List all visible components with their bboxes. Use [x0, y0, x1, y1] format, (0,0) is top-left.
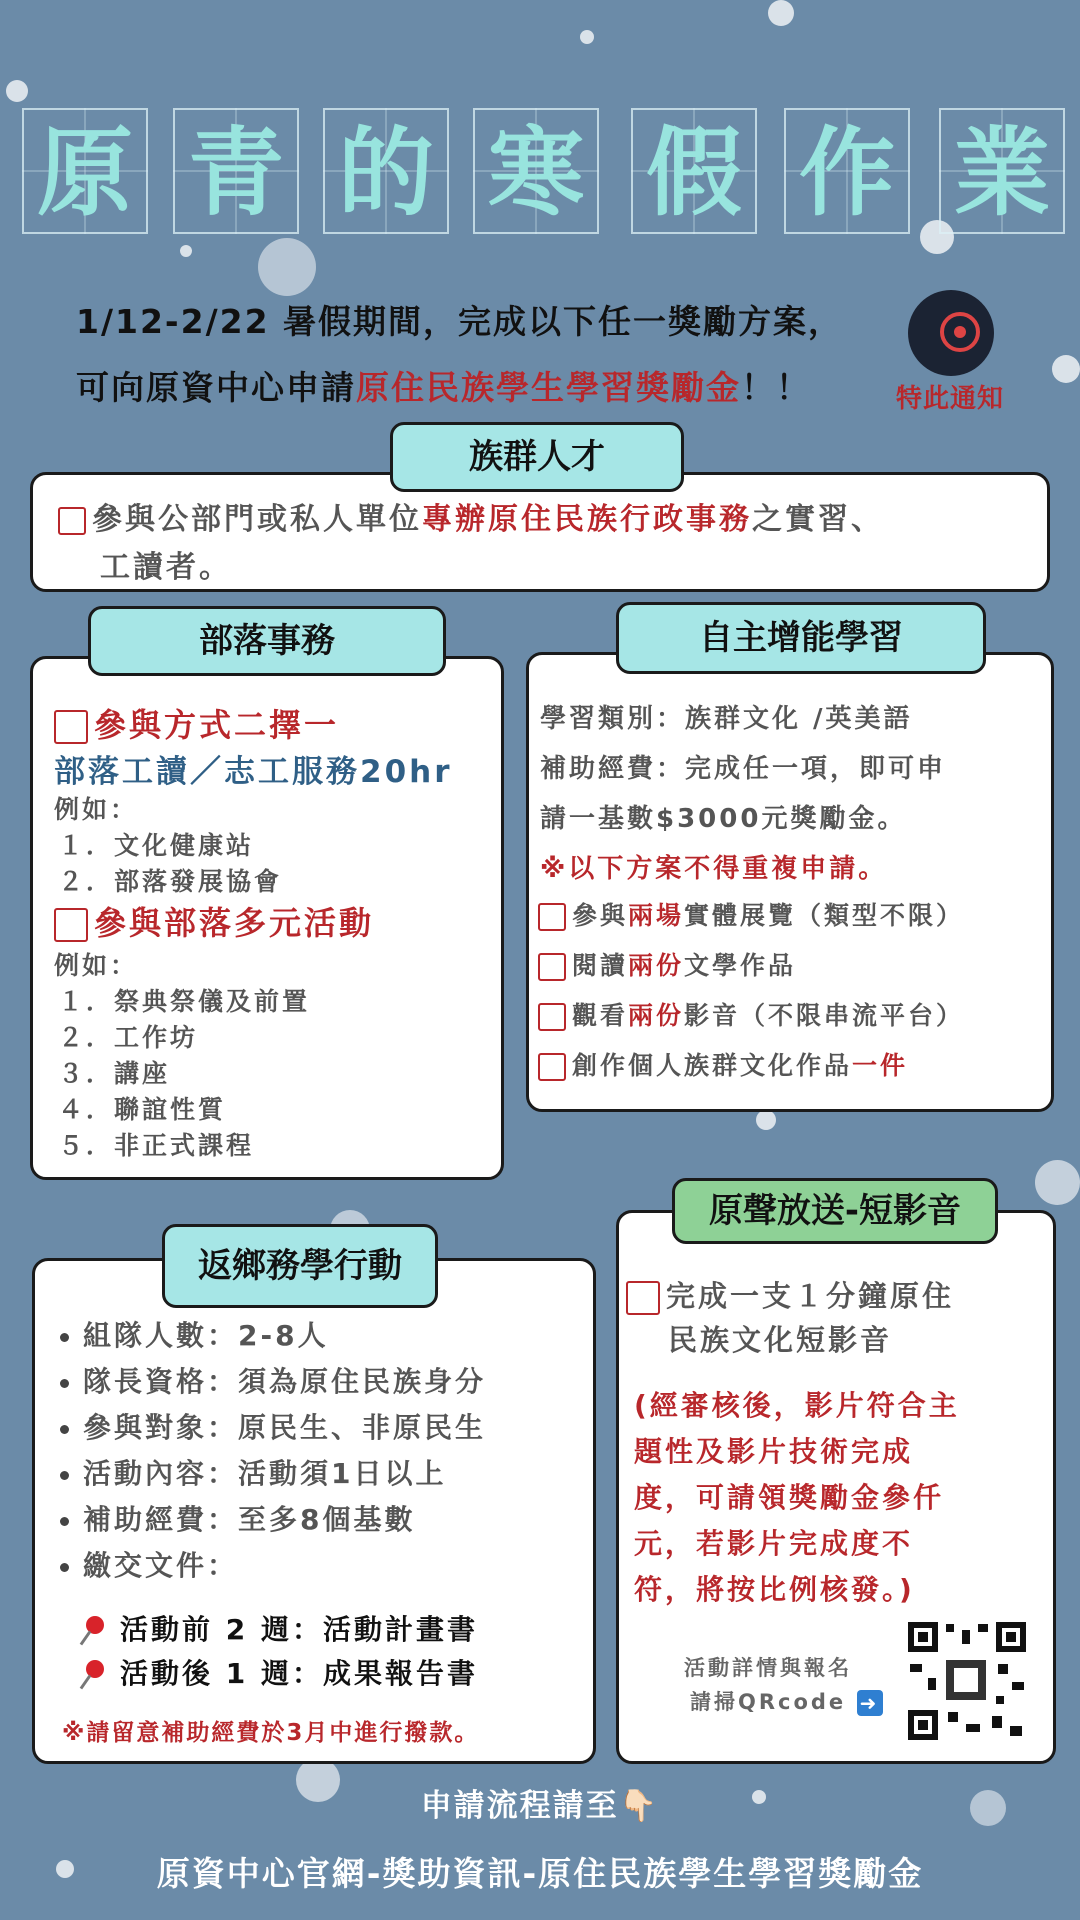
bullet-text: 補助經費：至多8個基數 — [83, 1503, 416, 1536]
disbursement-note: ※請留意補助經費於3月中進行撥款。 — [62, 1720, 480, 1746]
footer-line-2: 原資中心官網-獎助資訊-原住民族學生學習獎勵金 — [156, 1854, 924, 1893]
title-char: 業 — [939, 108, 1065, 234]
learning-item — [538, 946, 796, 982]
example-item: ２．工作坊 — [58, 1023, 199, 1052]
document-text: 活動前 2 週：活動計畫書 — [120, 1613, 478, 1646]
learning-item — [538, 996, 964, 1032]
emblem-dot — [954, 326, 966, 338]
item-text: 文學作品 — [684, 951, 797, 980]
checkbox[interactable] — [538, 1053, 566, 1081]
title-char: 作 — [784, 108, 910, 234]
notice-label: 特此通知 — [896, 384, 1005, 414]
option-title: 參與部落多元活動 — [94, 904, 375, 942]
bullet-icon — [60, 1563, 69, 1572]
return-bullet — [60, 1406, 486, 1446]
learning-item — [538, 1046, 908, 1082]
video-tab: 原聲放送-短影音 — [672, 1178, 998, 1244]
return-bullet — [60, 1544, 238, 1584]
talent-text: 之實習、 — [752, 502, 884, 537]
return-bullet — [60, 1498, 415, 1538]
return-bullet — [60, 1360, 486, 1400]
item-highlight: 兩份 — [628, 951, 685, 980]
snowflake — [6, 80, 28, 102]
checkbox[interactable] — [538, 953, 566, 981]
title-char: 假 — [631, 108, 757, 234]
tribal-option-1-sub: 部落工讀／志工服務20hr — [54, 754, 453, 790]
checkbox[interactable] — [538, 1003, 566, 1031]
snowflake — [1035, 1160, 1080, 1205]
checkbox[interactable] — [58, 507, 86, 535]
title-char: 寒 — [473, 108, 599, 234]
bullet-icon — [60, 1517, 69, 1526]
qr-code[interactable] — [906, 1620, 1028, 1742]
talent-line-2: 工讀者。 — [100, 550, 232, 585]
intro-line-2 — [76, 362, 811, 409]
snowflake — [180, 245, 192, 257]
footer-line-1: 申請流程請至👇🏻 — [420, 1788, 660, 1824]
example-item: ３．講座 — [58, 1059, 171, 1088]
item-text: 影音（不限串流平台） — [684, 1001, 965, 1030]
option-title: 參與方式二擇一 — [94, 706, 340, 744]
bullet-icon — [60, 1471, 69, 1480]
intro-text: 可向原資中心申請 — [76, 368, 356, 407]
video-task-text: 完成一支１分鐘原住 — [666, 1279, 955, 1313]
title-char: 原 — [22, 108, 148, 234]
subsidy-line: 補助經費：完成任一項，即可申 — [540, 754, 947, 784]
item-text: 觀看 — [572, 1001, 629, 1030]
tribal-option-2 — [54, 898, 374, 944]
checkbox[interactable] — [54, 908, 88, 942]
example-label: 例如： — [54, 951, 139, 980]
talent-highlight: 專辦原住民族行政事務 — [422, 502, 752, 537]
checkbox[interactable] — [626, 1281, 660, 1315]
document-text: 活動後 1 週：成果報告書 — [120, 1657, 478, 1690]
video-task-line-1 — [626, 1274, 954, 1315]
bullet-text: 組隊人數：2-8人 — [83, 1319, 329, 1352]
no-repeat-warning: ※以下方案不得重複申請。 — [540, 854, 888, 884]
video-task-line-2: 民族文化短影音 — [668, 1323, 893, 1357]
title-char: 青 — [173, 108, 299, 234]
tribal-option-1 — [54, 700, 339, 746]
intro-line-1 — [76, 296, 843, 343]
snowflake — [1052, 355, 1080, 383]
return-bullet — [60, 1314, 329, 1354]
example-item: １．祭典祭儀及前置 — [58, 987, 311, 1016]
video-note-line: 度，可請領獎勵金參仟 — [634, 1481, 945, 1514]
item-text: 創作個人族群文化作品 — [572, 1051, 853, 1080]
example-item: １．文化健康站 — [58, 831, 255, 860]
return-bullet — [60, 1452, 446, 1492]
talent-text: 參與公部門或私人單位 — [92, 502, 422, 537]
bullet-icon — [60, 1379, 69, 1388]
checkbox[interactable] — [538, 903, 566, 931]
example-item: ２．部落發展協會 — [58, 867, 283, 896]
video-note-line: (經審核後，影片符合主 — [634, 1389, 960, 1422]
arrow-right-icon: ➜ — [857, 1690, 883, 1716]
snowflake — [258, 238, 316, 296]
tribal-tab: 部落事務 — [88, 606, 446, 676]
item-text: 參與 — [572, 901, 629, 930]
subsidy-line: 請一基數$3000元獎勵金。 — [540, 804, 907, 834]
intro-text: 1/12-2/22 暑假期間，完成以下任一獎勵方案， — [76, 302, 844, 341]
pushpin-icon — [78, 1616, 108, 1646]
item-text: 閱讀 — [572, 951, 629, 980]
qr-caption: 活動詳情與報名 — [684, 1656, 852, 1680]
moon-emblem-icon — [908, 290, 994, 376]
video-note-line: 元，若影片完成度不 — [634, 1527, 914, 1560]
self-learning-tab: 自主增能學習 — [616, 602, 986, 674]
return-home-tab: 返鄉務學行動 — [162, 1224, 438, 1308]
learning-item — [538, 896, 964, 932]
bullet-text: 參與對象：原民生、非原民生 — [83, 1411, 487, 1444]
item-highlight: 一件 — [852, 1051, 909, 1080]
bullet-icon — [60, 1333, 69, 1342]
pushpin-icon — [78, 1660, 108, 1690]
item-highlight: 兩場 — [628, 901, 685, 930]
talent-tab: 族群人才 — [390, 422, 684, 492]
video-note-line: 題性及影片技術完成 — [634, 1435, 914, 1468]
bullet-text: 繳交文件： — [83, 1549, 239, 1582]
example-label: 例如： — [54, 795, 139, 824]
snowflake — [768, 0, 794, 26]
example-item: ５．非正式課程 — [58, 1131, 255, 1160]
snowflake — [756, 1110, 776, 1130]
checkbox[interactable] — [54, 710, 88, 744]
item-text: 實體展覽（類型不限） — [684, 901, 965, 930]
bullet-text: 活動內容：活動須1日以上 — [83, 1457, 447, 1490]
page-title — [22, 108, 1080, 236]
bullet-icon — [60, 1425, 69, 1434]
snowflake — [580, 30, 594, 44]
intro-highlight: 原住民族學生學習獎勵金 — [356, 368, 741, 407]
title-char: 的 — [323, 108, 449, 234]
document-item — [78, 1608, 478, 1648]
intro-text: ！！ — [741, 368, 811, 407]
talent-line-1 — [58, 494, 884, 538]
example-item: ４．聯誼性質 — [58, 1095, 227, 1124]
video-note-line: 符，將按比例核發。) — [634, 1573, 915, 1606]
learning-category: 學習類別：族群文化 /英美語 — [540, 704, 913, 734]
item-highlight: 兩份 — [628, 1001, 685, 1030]
document-item — [78, 1652, 478, 1692]
qr-caption-text: 請掃QRcode — [690, 1690, 847, 1714]
bullet-text: 隊長資格：須為原住民族身分 — [83, 1365, 487, 1398]
qr-caption — [690, 1686, 883, 1716]
